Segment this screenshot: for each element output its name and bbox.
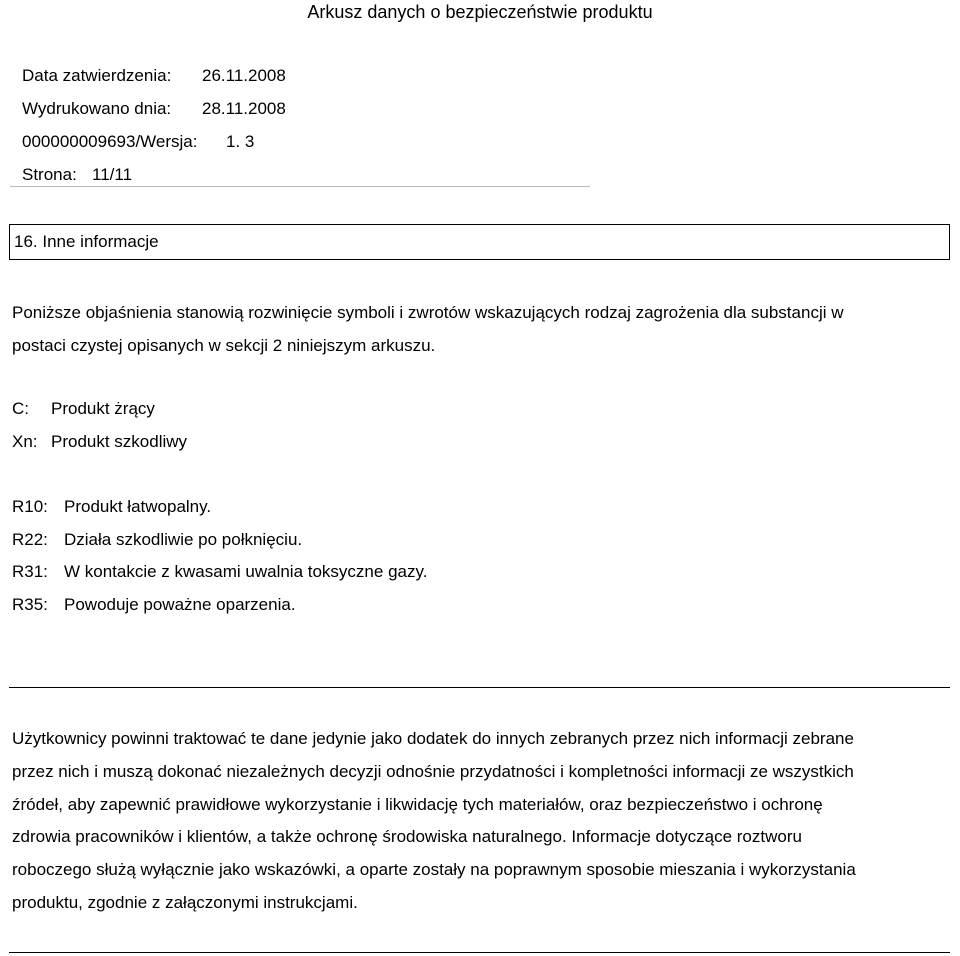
r-phrase-code: R10:: [12, 497, 48, 516]
document-title: Arkusz danych o bezpieczeństwie produktu: [307, 2, 653, 22]
meta-value: 26.11.2008: [202, 66, 286, 85]
r-phrase-text: Produkt łatwopalny.: [64, 497, 212, 516]
meta-value: 1. 3: [226, 132, 255, 151]
r-phrase-item: [12, 497, 211, 517]
r-phrase-code: R35:: [12, 595, 48, 614]
meta-value: 11/11: [92, 165, 133, 184]
r-phrase-text: Powoduje poważne oparzenia.: [64, 595, 296, 614]
r-phrase-text: W kontakcie z kwasami uwalnia toksyczne gazy.: [64, 562, 428, 581]
disclaimer-line: produktu, zgodnie z załączonymi instrukcjami.: [12, 893, 358, 912]
meta-print-date: [22, 99, 286, 119]
disclaimer-line: zdrowia pracowników i klientów, a także ochronę środowiska naturalnego. Informacje dotyczące roztworu: [12, 827, 802, 846]
r-phrase-code: R22:: [12, 530, 48, 549]
intro-line: Poniższe objaśnienia stanowią rozwinięcie symboli i zwrotów wskazujących rodzaj zagrożenia dla substancji w: [12, 303, 844, 322]
disclaimer-line: przez nich i muszą dokonać niezależnych decyzji odnośnie przydatności i kompletności informacji ze wszystkich: [12, 762, 854, 781]
r-phrase-text: Działa szkodliwie po połknięciu.: [64, 530, 303, 549]
r-phrase-item: [12, 595, 296, 615]
meta-label: Wydrukowano dnia:: [22, 99, 172, 118]
symbol-text: Produkt żrący: [51, 399, 155, 418]
meta-value: 28.11.2008: [202, 99, 286, 118]
meta-label: Data zatwierdzenia:: [22, 66, 172, 85]
footer-divider: [9, 952, 950, 953]
meta-approval-date: [22, 66, 286, 86]
symbol-code: C:: [12, 399, 29, 418]
meta-page: [22, 165, 132, 185]
r-phrase-code: R31:: [12, 562, 48, 581]
meta-label: 000000009693/Wersja:: [22, 132, 198, 151]
disclaimer-line: źródeł, aby zapewnić prawidłowe wykorzystanie i likwidację tych materiałów, oraz bezpieczeństwo i ochronę: [12, 795, 823, 814]
symbol-item: [12, 432, 187, 452]
header-divider: [10, 186, 590, 187]
disclaimer-line: roboczego służą wyłącznie jako wskazówki, a oparte zostały na poprawnym sposobie mieszania i wykorzystania: [12, 860, 856, 879]
meta-label: Strona:: [22, 165, 77, 184]
r-phrase-item: [12, 562, 427, 582]
disclaimer-line: Użytkownicy powinni traktować te dane jedynie jako dodatek do innych zebranych przez nich informacji zebrane: [12, 729, 854, 748]
intro-line: postaci czystej opisanych w sekcji 2 niniejszym arkuszu.: [12, 336, 436, 355]
symbol-code: Xn:: [12, 432, 38, 451]
section-title: 16. Inne informacje: [9, 224, 950, 260]
section-divider: [9, 687, 950, 688]
meta-version: [22, 132, 254, 152]
r-phrase-item: [12, 530, 302, 550]
symbol-text: Produkt szkodliwy: [51, 432, 188, 451]
symbol-item: [12, 399, 155, 419]
